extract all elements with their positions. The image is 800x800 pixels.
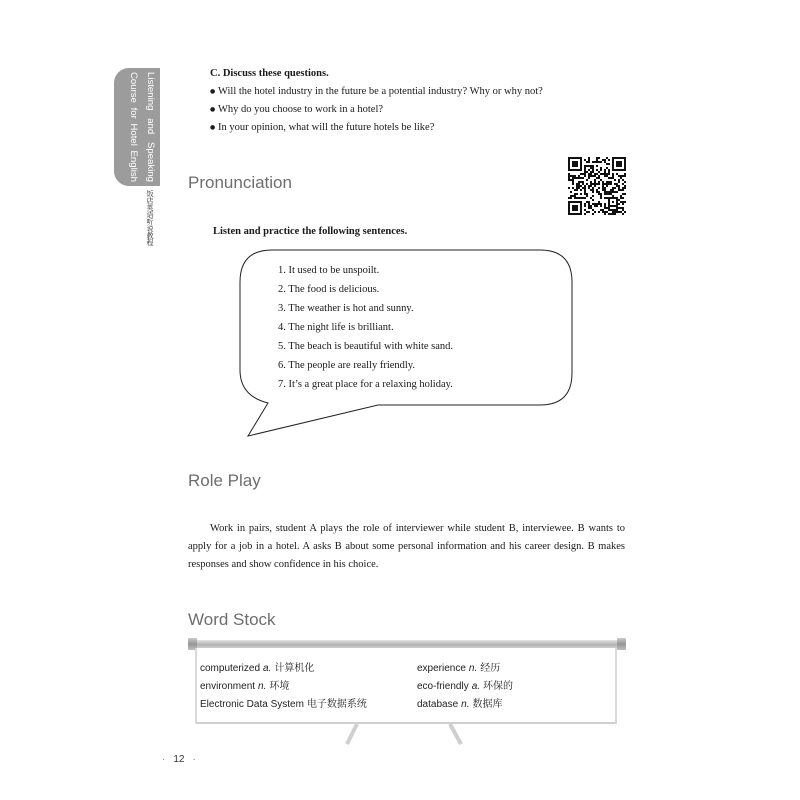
word-term: experience [417,663,466,674]
bullet-icon: ● [210,106,216,113]
word-meaning: 电子数据系统 [306,699,367,710]
book-title-english [125,72,159,182]
bullet-icon: ● [210,124,216,131]
word-entry [200,696,367,714]
word-stock-heading: Word Stock [188,610,276,629]
role-play-instructions: Work in pairs, student A plays the role of interviewer while student B, interviewee. B wants to apply for a job in a hotel. A asks B about some personal information and his career design. B makes responses and show confidence in his choice. [188,523,625,570]
word-meaning: 计算机化 [274,663,315,674]
word-entry [200,660,367,678]
word-meaning: 环境 [269,681,290,692]
page-ornament-right: · [192,754,196,765]
qr-finder-top-right [612,157,626,171]
question-text: Why do you choose to work in a hotel? [218,104,384,115]
question-text: In your opinion, what will the future hotels be like? [218,122,435,133]
word-list-left [200,660,367,714]
banner-stand-legs [338,723,468,745]
qr-finder-bottom-left [568,201,582,215]
role-play-heading: Role Play [188,471,261,490]
practice-sentences [278,261,453,394]
page-number-value: 12 [173,754,185,765]
word-entry [417,696,513,714]
banner-rod-cap-right [617,638,626,650]
word-entry [417,660,513,678]
book-side-tab [114,68,160,186]
word-pos: n. [468,663,478,674]
discuss-heading: C. Discuss these questions. [210,68,329,79]
book-title-line-1: Listening and Speaking [145,72,156,182]
qr-code [568,157,626,215]
word-term: computerized [200,663,261,674]
word-term: eco-friendly [417,681,469,692]
book-title-chinese: 饭店英语听说教程 [146,190,154,246]
word-pos: a. [263,663,272,674]
word-term: Electronic Data System [200,699,304,710]
book-title-line-2: Course for Hotel English [128,72,139,182]
word-term: database [417,699,459,710]
sentence-item: 4. The night life is brilliant. [278,321,394,333]
question-item [210,83,543,101]
sentence-item: 1. It used to be unspoilt. [278,264,380,276]
word-meaning: 环保的 [483,681,514,692]
word-term: environment [200,681,256,692]
sentence-item: 5. The beach is beautiful with white sand. [278,340,454,352]
question-text: Will the hotel industry in the future be a potential industry? Why or why not? [218,86,543,97]
question-item [210,101,543,119]
question-item [210,119,543,137]
word-pos: n. [461,699,470,710]
sentence-item: 6. The people are really friendly. [278,359,416,371]
pronunciation-heading: Pronunciation [188,173,292,192]
page-ornament-left: · [162,754,166,765]
sentence-item: 3. The weather is hot and sunny. [278,302,414,314]
word-meaning: 经历 [480,663,501,674]
sentence-item: 2. The food is delicious. [278,283,380,295]
word-entry [417,678,513,696]
word-entry [200,678,367,696]
page-number [162,754,196,766]
word-meaning: 数据库 [472,699,503,710]
qr-finder-top-left [568,157,582,171]
sentence-item: 7. It’s a great place for a relaxing holiday. [278,378,453,390]
word-list-right [417,660,513,714]
discussion-questions [210,83,543,137]
bullet-icon: ● [210,88,216,95]
word-pos: n. [258,681,267,692]
pronunciation-instruction: Listen and practice the following sentences. [213,226,408,237]
word-pos: a. [471,681,481,692]
qr-alignment-pattern [608,197,618,207]
banner-rod [188,640,626,648]
